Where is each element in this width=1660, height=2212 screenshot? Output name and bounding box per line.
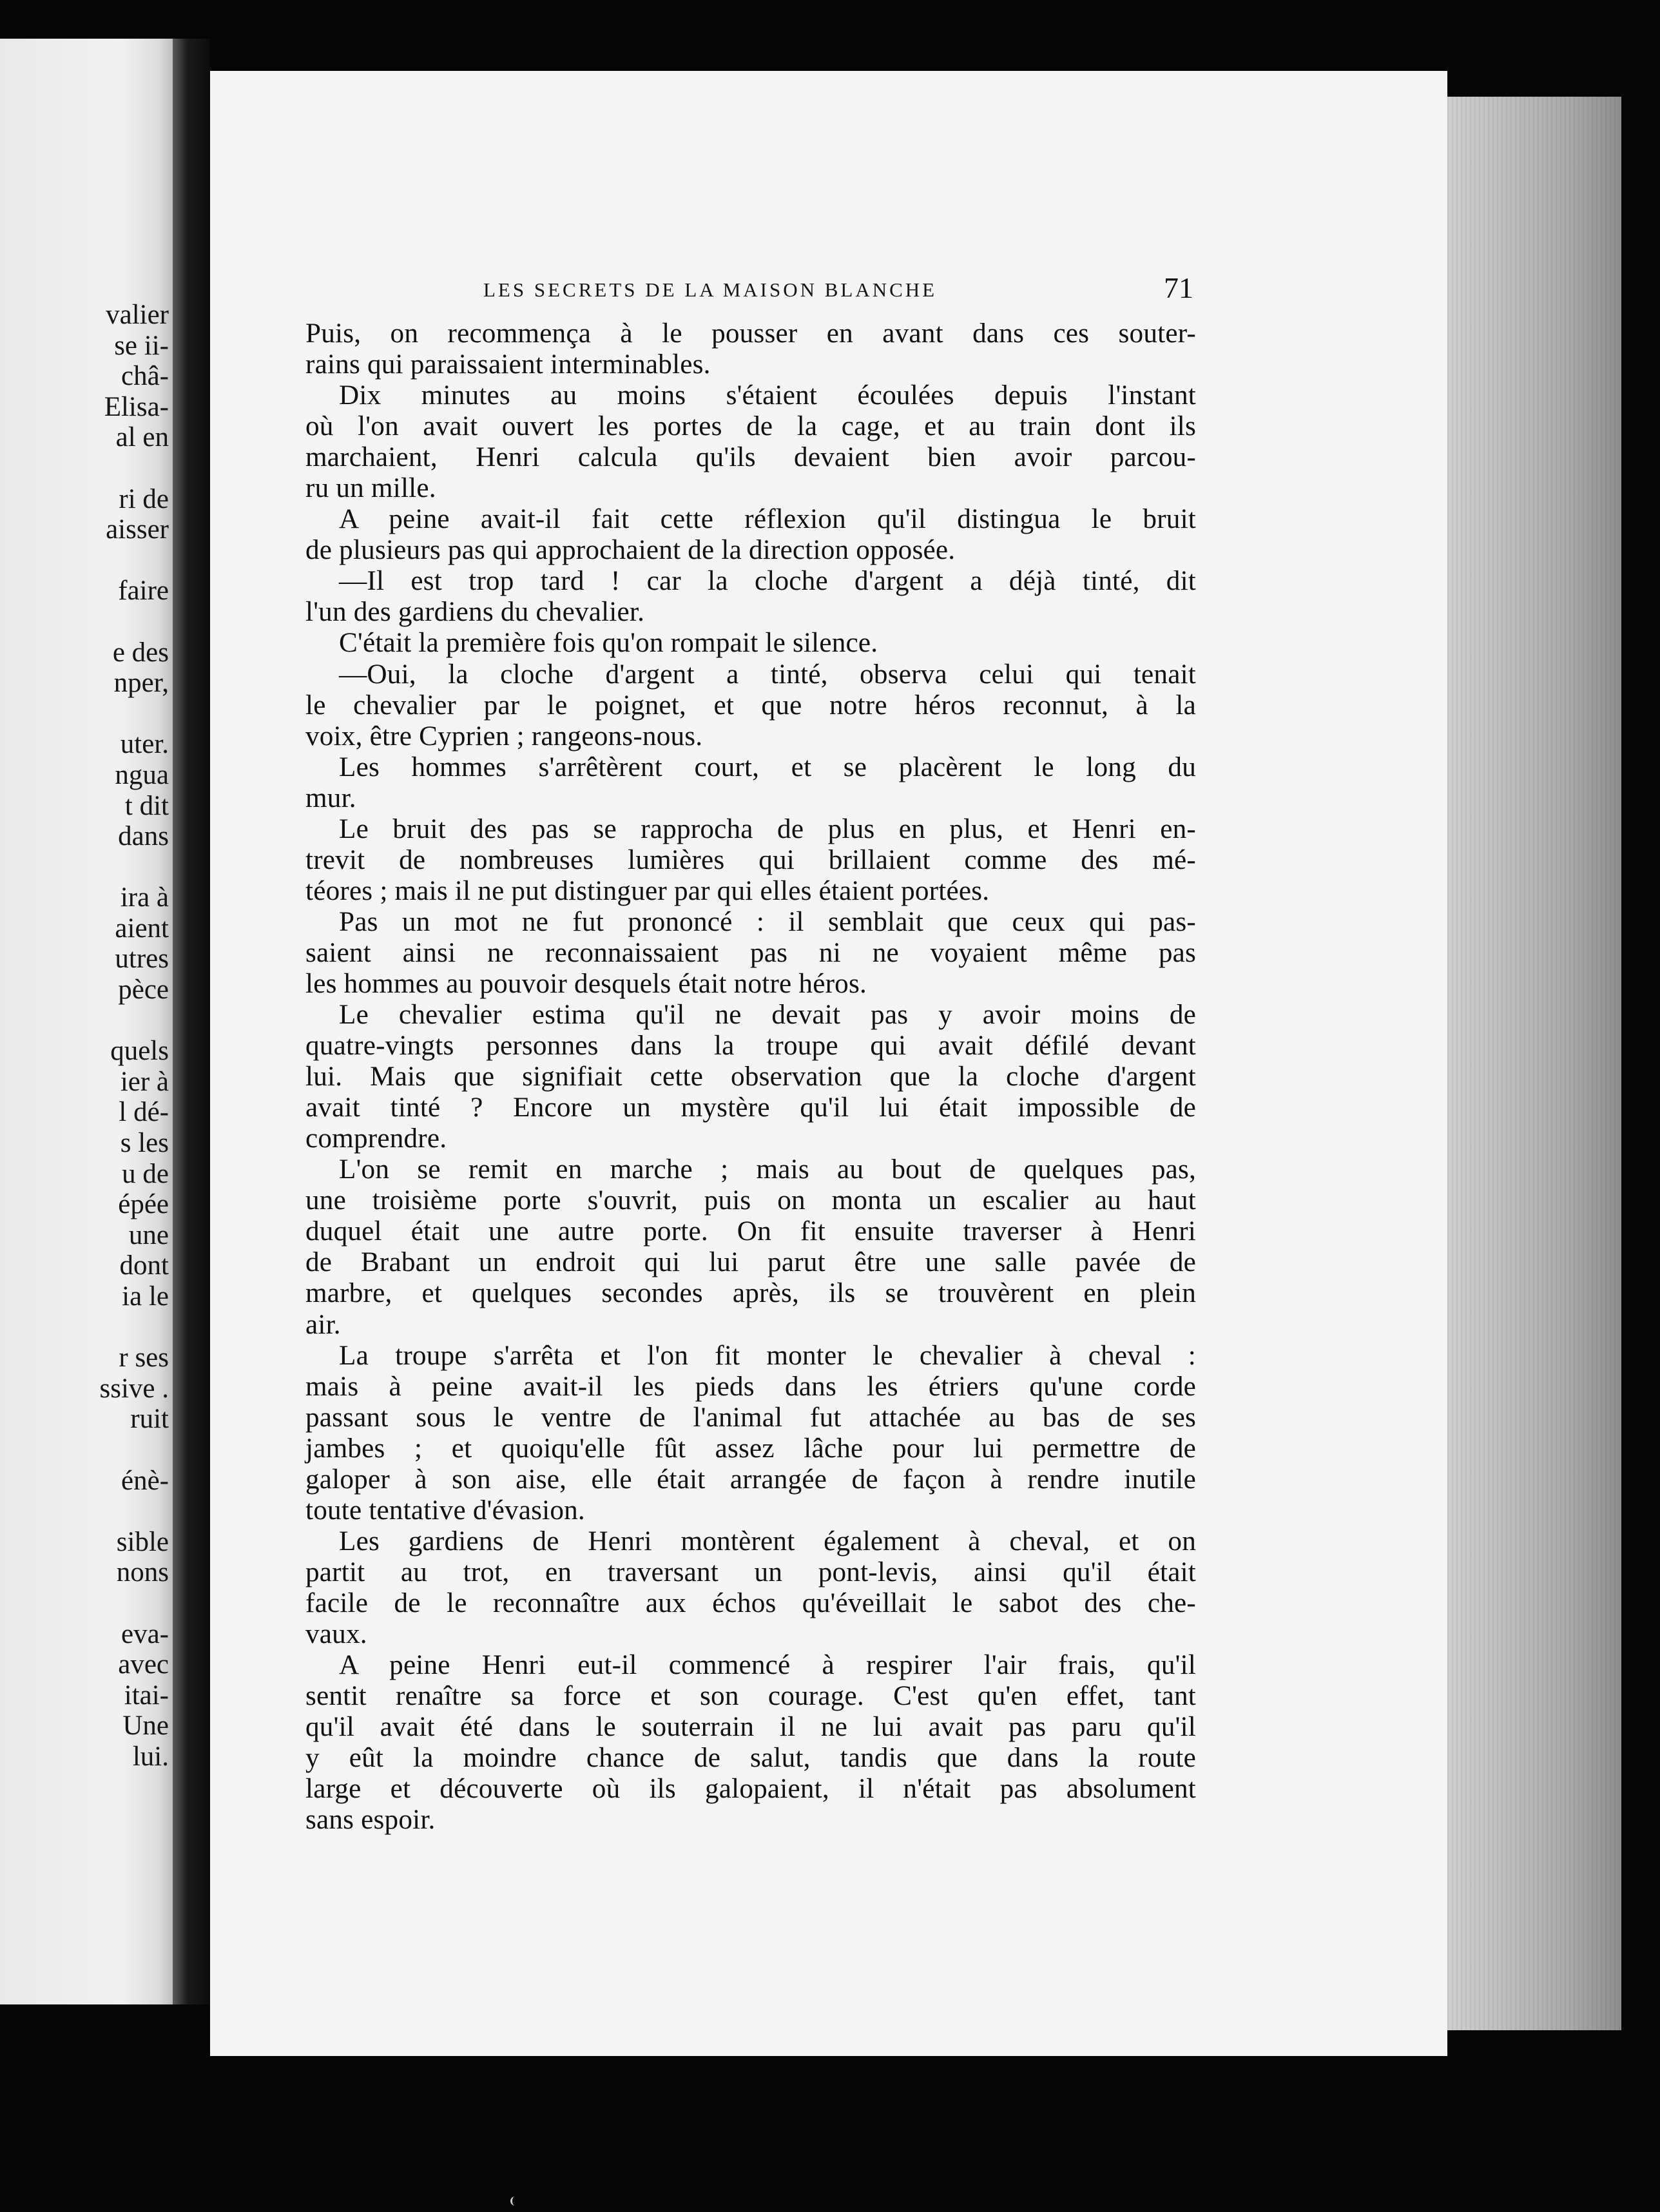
left-fragment: lui. — [132, 1741, 169, 1772]
page-header — [210, 271, 1447, 313]
left-fragment: l dé- — [119, 1097, 169, 1128]
text-line: de Brabant un endroit qui lui parut être une salle pavée de — [305, 1247, 1196, 1278]
text-line: y eût la moindre chance de salut, tandis que dans la route — [305, 1743, 1196, 1774]
text-line: Les gardiens de Henri montèrent également à cheval, et on — [339, 1526, 1196, 1557]
text-line: lui. Mais que signifiait cette observation que la cloche d'argent — [305, 1062, 1196, 1092]
text-line: Le chevalier estima qu'il ne devait pas y avoir moins de — [339, 1000, 1196, 1031]
text-line: de plusieurs pas qui approchaient de la direction opposée. — [305, 535, 956, 566]
left-fragment: utres — [115, 944, 169, 975]
left-fragment: épée — [118, 1189, 169, 1220]
left-fragment: ruit — [130, 1404, 169, 1435]
left-fragment: ier à — [120, 1066, 169, 1097]
text-line: Dix minutes au moins s'étaient écoulées depuis l'instant — [339, 380, 1196, 411]
left-fragment: pèce — [118, 975, 169, 1005]
text-line: l'un des gardiens du chevalier. — [305, 597, 645, 628]
text-line: trevit de nombreuses lumières qui brillaient comme des mé- — [305, 844, 1196, 875]
text-line: le chevalier par le poignet, et que notre héros reconnut, à la — [305, 690, 1196, 721]
left-fragment: valier — [106, 300, 169, 330]
text-line: —Il est trop tard ! car la cloche d'argent a déjà tinté, dit — [339, 566, 1196, 597]
text-line: où l'on avait ouvert les portes de la cage, et au train dont ils — [305, 411, 1196, 442]
left-fragment — [100, 1005, 169, 1036]
text-line: quatre-vingts personnes dans la troupe qui avait défilé devant — [305, 1031, 1196, 1062]
text-line: les hommes au pouvoir desquels était notre héros. — [305, 968, 867, 999]
body-text — [305, 318, 1196, 1836]
text-line: duquel était une autre porte. On fit ensuite traverser à Henri — [305, 1216, 1196, 1247]
text-line: vaux. — [305, 1618, 367, 1649]
left-fragment: énè- — [121, 1465, 169, 1496]
text-line: Puis, on recommença à le pousser en avant dans ces souter- — [305, 318, 1196, 349]
left-fragment: r ses — [119, 1343, 169, 1373]
text-line: téores ; mais il ne put distinguer par qui elles étaient portées. — [305, 875, 990, 906]
left-page-text-fragments — [100, 300, 169, 1772]
text-line: voix, être Cyprien ; rangeons-nous. — [305, 721, 703, 752]
left-fragment: s les — [120, 1128, 169, 1159]
text-line: Le bruit des pas se rapprocha de plus en plus, et Henri en- — [339, 813, 1196, 844]
left-fragment: sible — [116, 1526, 169, 1557]
left-fragment: itai- — [124, 1680, 169, 1711]
text-line: marbre, et quelques secondes après, ils se trouvèrent en plein — [305, 1278, 1196, 1309]
text-line: marchaient, Henri calcula qu'ils devaient bien avoir parcou- — [305, 442, 1196, 473]
scan-speck — [510, 2197, 519, 2206]
text-line: Pas un mot ne fut prononcé : il semblait que ceux qui pas- — [339, 906, 1196, 937]
text-line: air. — [305, 1309, 341, 1340]
text-line: rains qui paraissaient interminables. — [305, 349, 711, 380]
text-line: partit au trot, en traversant un pont-levis, ainsi qu'il était — [305, 1557, 1196, 1587]
text-line: ru un mille. — [305, 473, 436, 504]
left-fragment: avec — [118, 1649, 169, 1680]
left-fragment: nper, — [113, 668, 169, 699]
text-line: facile de le reconnaître aux échos qu'éveillait le sabot des che- — [305, 1587, 1196, 1618]
text-line: sans espoir. — [305, 1805, 436, 1836]
left-fragment: dont — [119, 1250, 169, 1281]
text-line: qu'il avait été dans le souterrain il ne lui avait pas paru qu'il — [305, 1712, 1196, 1743]
text-line: avait tinté ? Encore un mystère qu'il lui était impossible de — [305, 1092, 1196, 1123]
text-line: La troupe s'arrêta et l'on fit monter le chevalier à cheval : — [339, 1340, 1196, 1371]
left-fragment — [100, 1435, 169, 1466]
left-fragment: Elisa- — [104, 391, 169, 422]
running-head: LES SECRETS DE LA MAISON BLANCHE — [483, 278, 938, 301]
text-line: A peine Henri eut-il commencé à respirer l'air frais, qu'il — [339, 1650, 1196, 1681]
left-fragment: aient — [115, 913, 169, 944]
left-fragment — [100, 1496, 169, 1527]
text-line: L'on se remit en marche ; mais au bout de quelques pas, — [339, 1154, 1196, 1185]
text-line: mur. — [305, 782, 356, 813]
text-line: comprendre. — [305, 1123, 447, 1154]
text-line: large et découverte où ils galopaient, il n'était pas absolument — [305, 1774, 1196, 1805]
left-fragment — [100, 1588, 169, 1619]
left-fragment: ia le — [122, 1281, 169, 1312]
left-fragment — [100, 852, 169, 883]
left-facing-page — [0, 39, 173, 2004]
left-fragment: ri de — [119, 483, 169, 514]
left-fragment — [100, 1312, 169, 1343]
left-fragment: dans — [118, 821, 169, 852]
left-fragment: quels — [110, 1036, 169, 1067]
left-fragment: e des — [112, 637, 169, 668]
left-fragment: Une — [122, 1711, 169, 1741]
left-fragment: se ii- — [114, 330, 169, 361]
left-fragment: aisser — [106, 514, 169, 545]
left-fragment: ssive . — [99, 1373, 169, 1404]
page-edges-block — [1447, 97, 1621, 2030]
text-line: passant sous le ventre de l'animal fut attachée au bas de ses — [305, 1402, 1196, 1433]
text-line: C'était la première fois qu'on rompait le silence. — [339, 628, 878, 659]
left-fragment: u de — [122, 1158, 169, 1189]
text-line: jambes ; et quoiqu'elle fût assez lâche pour lui permettre de — [305, 1433, 1196, 1464]
left-fragment: ira à — [120, 882, 169, 913]
right-page — [210, 71, 1447, 2056]
text-line: mais à peine avait-il les pieds dans les étriers qu'une corde — [305, 1371, 1196, 1402]
left-fragment: ngua — [115, 759, 169, 790]
left-fragment: uter. — [120, 729, 169, 760]
left-fragment — [100, 545, 169, 576]
page-number: 71 — [1164, 271, 1193, 304]
left-fragment — [100, 699, 169, 730]
left-fragment — [100, 453, 169, 484]
text-line: sentit renaître sa force et son courage. C'est qu'en effet, tant — [305, 1681, 1196, 1712]
text-line: une troisième porte s'ouvrit, puis on monta un escalier au haut — [305, 1185, 1196, 1216]
text-line: —Oui, la cloche d'argent a tinté, observa celui qui tenait — [339, 659, 1196, 690]
text-line: toute tentative d'évasion. — [305, 1495, 585, 1526]
left-fragment: t dit — [124, 790, 169, 821]
left-fragment: châ- — [121, 361, 169, 392]
left-fragment: eva- — [121, 1618, 169, 1649]
left-fragment: une — [128, 1219, 169, 1250]
text-line: Les hommes s'arrêtèrent court, et se placèrent le long du — [339, 752, 1196, 782]
left-fragment: nons — [116, 1557, 169, 1588]
book-gutter-shadow — [173, 39, 210, 2004]
text-line: A peine avait-il fait cette réflexion qu'il distingua le bruit — [339, 504, 1196, 535]
left-fragment: faire — [118, 576, 169, 606]
text-line: galoper à son aise, elle était arrangée de façon à rendre inutile — [305, 1464, 1196, 1495]
text-line: saient ainsi ne reconnaissaient pas ni ne voyaient même pas — [305, 937, 1196, 968]
left-fragment — [100, 606, 169, 637]
left-fragment: al en — [115, 422, 169, 453]
